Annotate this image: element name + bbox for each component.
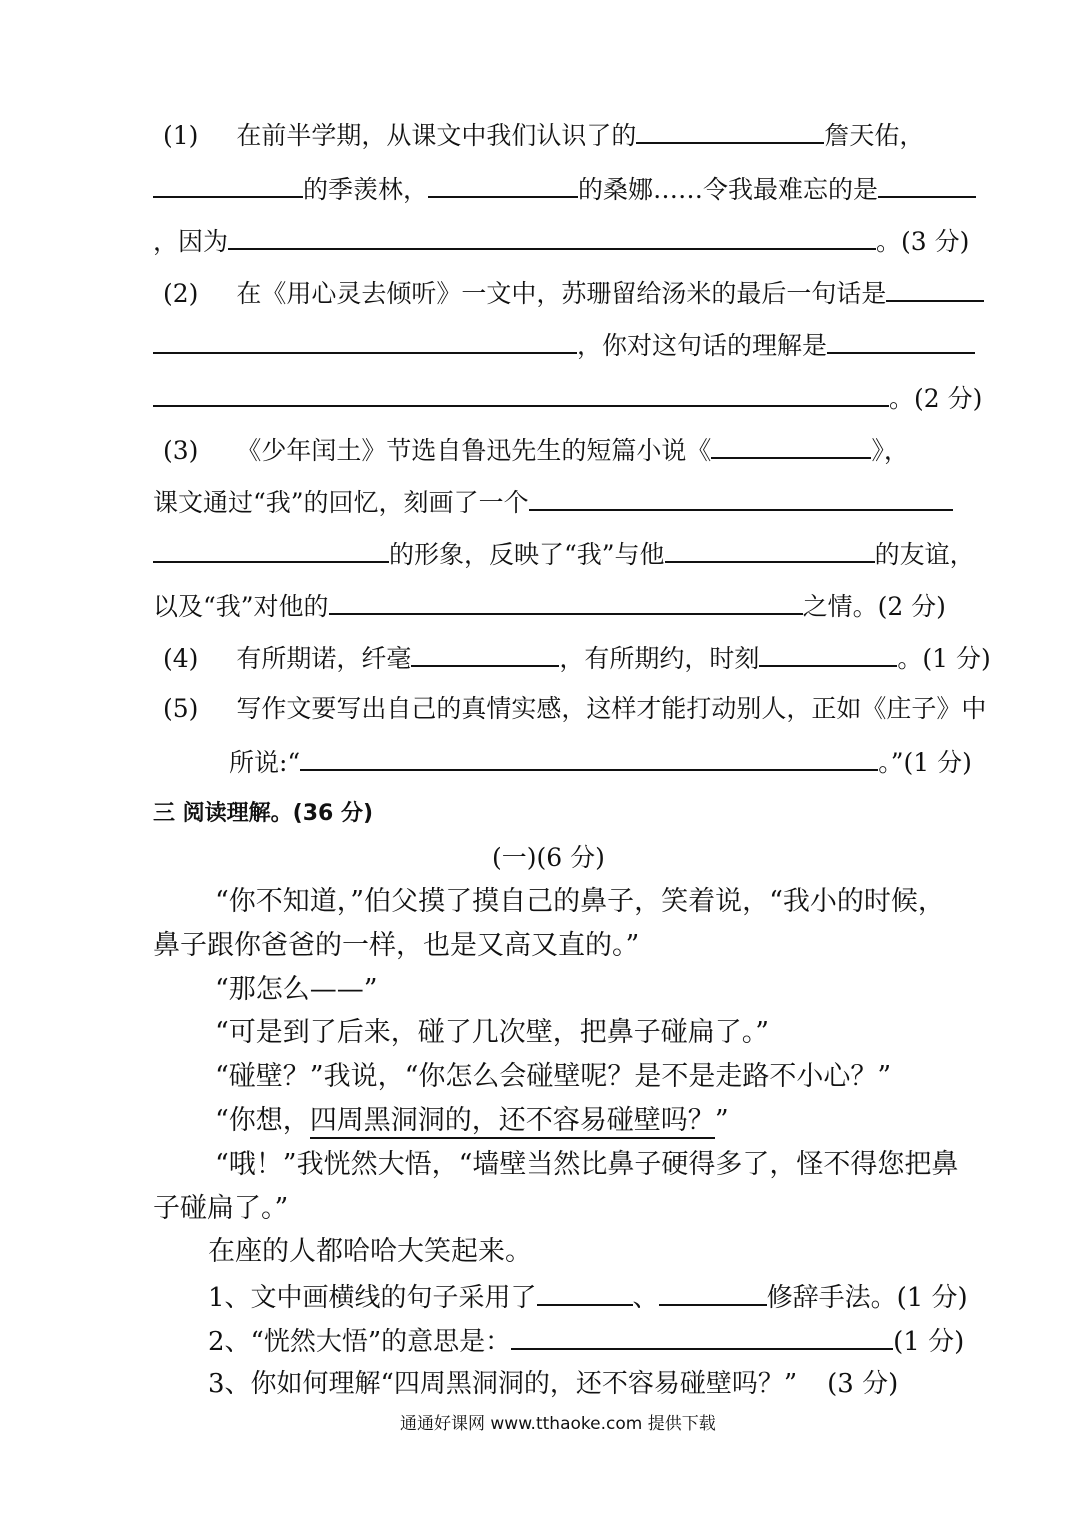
question-score: 修辞手法。(1 分)	[766, 1283, 968, 1313]
passage-text: “你想，	[215, 1105, 310, 1136]
q3-blank-d[interactable]	[665, 537, 875, 563]
q2-line2	[153, 328, 975, 362]
q3-blank-e[interactable]	[329, 589, 803, 615]
q4-blank-a[interactable]	[411, 641, 559, 667]
q1-blank-d[interactable]	[878, 172, 976, 198]
passage-paragraph: “哦！”我恍然大悟，“墙壁当然比鼻子硬得多了，怪不得您把鼻	[215, 1149, 959, 1180]
q5-score: 。”(1 分)	[878, 748, 972, 777]
q4-score: 。(1 分)	[897, 644, 991, 673]
q3-text: 以及“我”对他的	[153, 592, 329, 621]
q3-line2	[153, 485, 953, 519]
q1-blank-e[interactable]	[228, 224, 876, 250]
q4-text: ，有所期约，时刻	[559, 644, 760, 673]
passage-paragraph: 鼻子跟你爸爸的一样，也是又高又直的。”	[153, 930, 640, 961]
q1-number: (1)	[163, 121, 199, 150]
q3-number: (3)	[163, 436, 199, 465]
q1-blank-c[interactable]	[428, 172, 578, 198]
q5-number: (5)	[163, 694, 199, 723]
q3-text: 的友谊，	[874, 540, 975, 569]
passage-paragraph: “碰壁？”我说，“你怎么会碰壁呢？是不是走路不小心？”	[215, 1061, 892, 1092]
q5-text: 写作文要写出自己的真情实感，这样才能打动别人，正如《庄子》中	[236, 694, 987, 723]
q2-blank-a[interactable]	[886, 276, 984, 302]
q3-line3	[153, 537, 975, 571]
q5-blank-a[interactable]	[300, 745, 878, 771]
passage-paragraph: “那怎么——”	[215, 974, 378, 1005]
q2-line3	[153, 381, 982, 415]
question-score: (1 分)	[893, 1327, 965, 1357]
q4-line1	[163, 641, 991, 675]
q1-text: ，因为	[153, 227, 229, 256]
q1-line2	[153, 172, 976, 206]
q5-line2	[229, 745, 972, 779]
question-text: 3、你如何理解“四周黑洞洞的，还不容易碰壁吗？”	[208, 1369, 798, 1399]
q4-text: 有所期诺，纤毫	[236, 644, 412, 673]
q1-score: 。(3 分)	[876, 227, 970, 256]
q1-line3	[153, 224, 969, 258]
q2-text: ，你对这句话的理解是	[577, 331, 828, 360]
q3-line1	[163, 433, 909, 467]
q3-score: 之情。(2 分)	[802, 592, 946, 621]
section-heading: 三 阅读理解。(36 分)	[153, 801, 374, 826]
q3-text: 》，	[871, 436, 909, 465]
q3-blank-b[interactable]	[529, 485, 953, 511]
q3-line4	[153, 589, 946, 623]
q2-blank-d[interactable]	[153, 381, 889, 407]
q1-blank-b[interactable]	[153, 172, 303, 198]
question-text: 、	[632, 1283, 659, 1313]
q1-text: 的季羡林，	[303, 175, 429, 204]
q2-blank-c[interactable]	[827, 328, 975, 354]
q2-blank-b[interactable]	[153, 328, 577, 354]
reading-question-1	[208, 1280, 968, 1314]
q5-text: 所说:“	[229, 748, 301, 777]
q1-blank-a[interactable]	[636, 118, 824, 144]
passage-paragraph	[215, 1105, 729, 1137]
q4-number: (4)	[163, 644, 199, 673]
q2-text: 在《用心灵去倾听》一文中，苏珊留给汤米的最后一句话是	[236, 279, 887, 308]
answer-blank-rhetoric-2[interactable]	[659, 1280, 767, 1306]
q2-number: (2)	[163, 279, 199, 308]
reading-question-3	[208, 1368, 898, 1400]
answer-blank-meaning[interactable]	[511, 1324, 893, 1350]
q1-text: 的桑娜……令我最难忘的是	[578, 175, 879, 204]
q1-line1	[163, 118, 924, 152]
q2-line1	[163, 276, 984, 310]
q3-blank-c[interactable]	[153, 537, 389, 563]
passage-paragraph: “你不知道，”伯父摸了摸自己的鼻子，笑着说，“我小的时候，	[215, 886, 945, 917]
q3-blank-a[interactable]	[711, 433, 871, 459]
q5-line1	[163, 693, 986, 725]
q3-text: 《少年闰土》节选自鲁迅先生的短篇小说《	[236, 436, 712, 465]
passage-text: ”	[714, 1105, 729, 1136]
question-text: 1、文中画横线的句子采用了	[208, 1283, 537, 1313]
answer-blank-rhetoric-1[interactable]	[537, 1280, 633, 1306]
passage-paragraph: “可是到了后来，碰了几次壁，把鼻子碰扁了。”	[215, 1017, 770, 1048]
passage-title: (一)(6 分)	[492, 843, 605, 872]
q3-text: 的形象，反映了“我”与他	[389, 540, 665, 569]
footer-text: 通通好课网 www.tthaoke.com 提供下载	[400, 1414, 716, 1434]
q3-text: 课文通过“我”的回忆，刻画了一个	[153, 488, 529, 517]
q1-text: 在前半学期，从课文中我们认识了的	[236, 121, 637, 150]
underlined-sentence: 四周黑洞洞的，还不容易碰壁吗？	[310, 1105, 715, 1139]
q2-score: 。(2 分)	[889, 384, 983, 413]
q4-blank-b[interactable]	[759, 641, 897, 667]
question-text: 2、“恍然大悟”的意思是：	[208, 1327, 512, 1357]
reading-question-2	[208, 1324, 964, 1358]
q1-text: 詹天佑，	[824, 121, 925, 150]
passage-paragraph: 在座的人都哈哈大笑起来。	[208, 1236, 532, 1267]
passage-paragraph: 子碰扁了。”	[153, 1193, 289, 1224]
question-score: (3 分)	[827, 1369, 899, 1399]
